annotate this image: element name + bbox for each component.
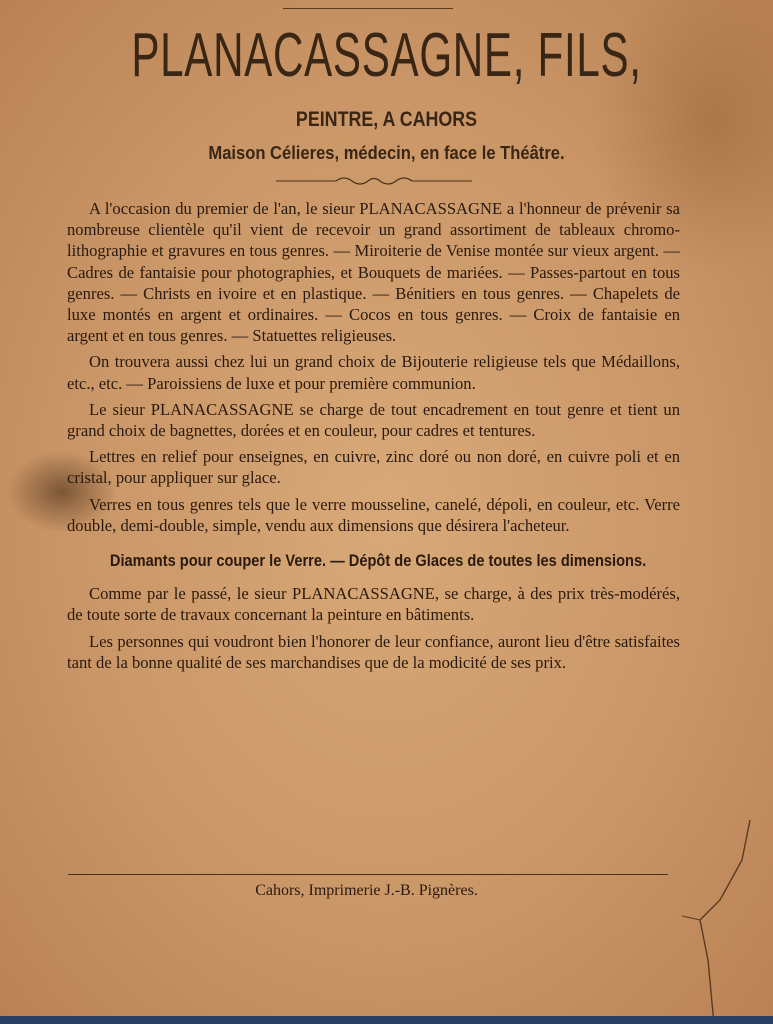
body-text <box>67 198 680 678</box>
paper-tear-icon <box>680 820 770 1024</box>
bottom-border <box>0 1016 773 1024</box>
masthead-title: PLANACASSAGNE, FILS, <box>131 21 642 90</box>
imprint-line: Cahors, Imprimerie J.-B. Pignères. <box>255 882 478 899</box>
subtitle: PEINTRE, A CAHORS <box>295 108 478 131</box>
paragraph-5: Verres en tous genres tels que le verre mousseline, canelé, dépoli, en couleur, etc. Verre double, demi-double, simple, vendu aux dimensions que désirera l'acheteur. <box>67 494 680 535</box>
bottom-rule <box>68 874 668 875</box>
closing-paragraph-1: Comme par le passé, le sieur PLANACASSAGNE, se charge, à des prix très-modérés, de toute sorte de travaux concernant la peinture en bâtiments. <box>67 584 680 625</box>
top-rule <box>283 8 453 9</box>
section-title: Diamants pour couper le Verre. — Dépôt de Glaces de toutes les dimensions. <box>109 551 647 571</box>
paragraph-4: Lettres en relief pour enseignes, en cuivre, zinc doré ou non doré, en cuivre poli et en cristal, pour appliquer sur glace. <box>67 447 680 488</box>
ornament-divider-icon <box>276 174 472 188</box>
paragraph-3: Le sieur PLANACASSAGNE se charge de tout encadrement en tout genre et tient un grand choix de bagnettes, dorées et en couleur, pour cadres et tentures. <box>67 399 680 441</box>
address-line: Maison Célieres, médecin, en face le Théâtre. <box>208 143 565 163</box>
paragraph-2: On trouvera aussi chez lui un grand choix de Bijouterie religieuse tels que Médaillons, etc., etc. — Paroissiens de luxe et pour première communion. <box>67 352 680 393</box>
closing-paragraph-2: Les personnes qui voudront bien l'honorer de leur confiance, auront lieu d'être satisfaites tant de la bonne qualité de ses marchandises que de la modicité de ses prix. <box>67 631 680 672</box>
paragraph-1: A l'occasion du premier de l'an, le sieur PLANACASSAGNE a l'honneur de prévenir sa nombreuse clientèle qu'il vient de recevoir un grand assortiment de tableaux chromo-lithographie et gravures en tous genres. — Miroiterie de Venise montée sur vieux argent. — Cadres de fantaisie pour photographies, et Bouquets de mariées. — Passes-partout en tous genres. — Christs en ivoire et en plastique. — Bénitiers en tous genres. — Chapelets de luxe montés en argent et ordinaires. — Cocos en tous genres. — Croix de fantaisie en argent et en tous genres. — Statuettes religieuses. <box>67 199 680 346</box>
